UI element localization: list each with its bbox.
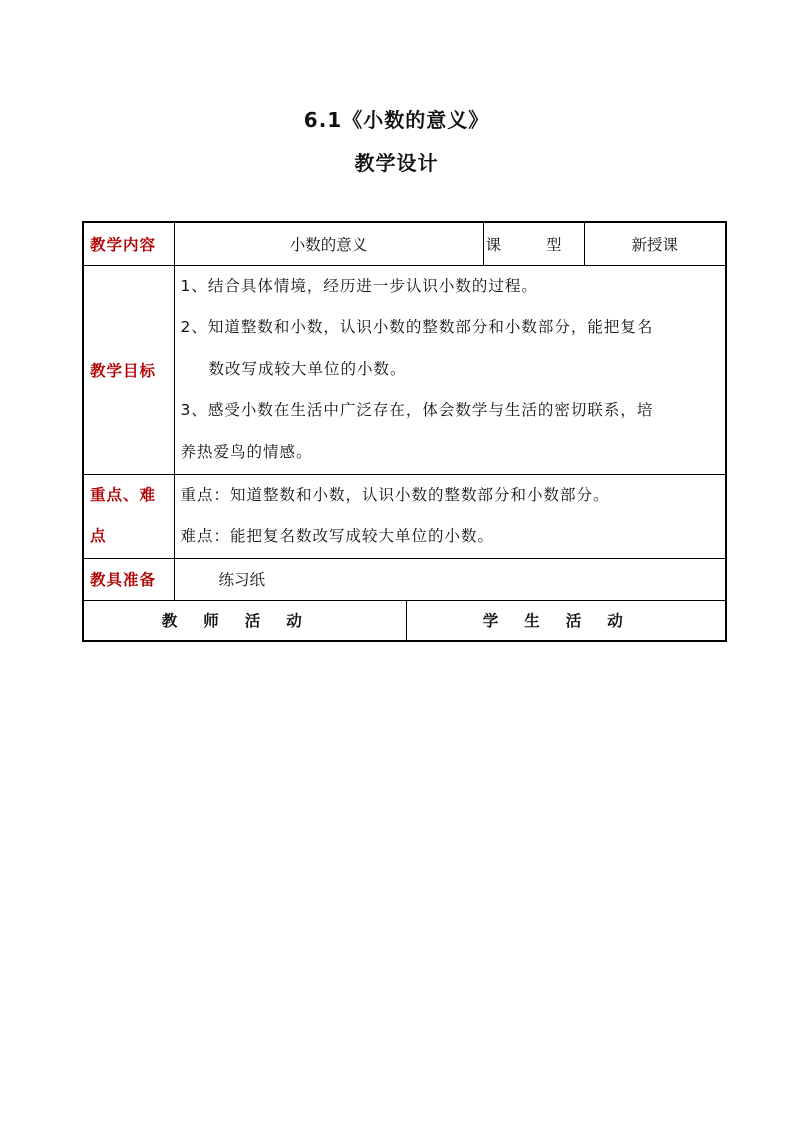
content-label: 教学内容 (83, 222, 174, 265)
row-goals (83, 265, 726, 474)
type-label: 课 型 (483, 222, 584, 265)
key-content (174, 474, 726, 558)
student-activity-header: 学生活动 (406, 600, 726, 641)
lesson-plan-table (82, 221, 727, 642)
document-subtitle: 教学设计 (354, 151, 439, 175)
key-label-line-1: 重点、难 (90, 486, 157, 504)
goal-line-4: 3、感受小数在生活中广泛存在，体会数学与生活的密切联系，培 (180, 401, 654, 420)
goal-line-5: 养热爱鸟的情感。 (180, 442, 313, 461)
tools-label: 教具准备 (83, 558, 174, 600)
type-value: 新授课 (584, 222, 726, 265)
goal-line-3: 数改写成较大单位的小数。 (208, 359, 407, 378)
key-label (83, 474, 174, 558)
content-value: 小数的意义 (174, 222, 483, 265)
row-tools (83, 558, 726, 600)
row-activities (83, 600, 726, 641)
row-content (83, 222, 726, 265)
row-key-points (83, 474, 726, 558)
difficulty-line: 难点：能把复名数改写成较大单位的小数。 (180, 527, 495, 545)
key-point-line: 重点：知道整数和小数，认识小数的整数部分和小数部分。 (180, 485, 610, 504)
tools-value: 练习纸 (174, 558, 726, 600)
goals-content (174, 265, 726, 474)
key-label-line-2: 点 (90, 527, 107, 545)
goal-line-2: 2、知道整数和小数，认识小数的整数部分和小数部分，能把复名 (180, 318, 654, 337)
document-title: 6.1《小数的意义》 (303, 108, 490, 132)
teacher-activity-header: 教师活动 (83, 600, 406, 641)
goal-line-1: 1、结合具体情境，经历进一步认识小数的过程。 (180, 276, 538, 295)
goals-label: 教学目标 (83, 265, 174, 474)
